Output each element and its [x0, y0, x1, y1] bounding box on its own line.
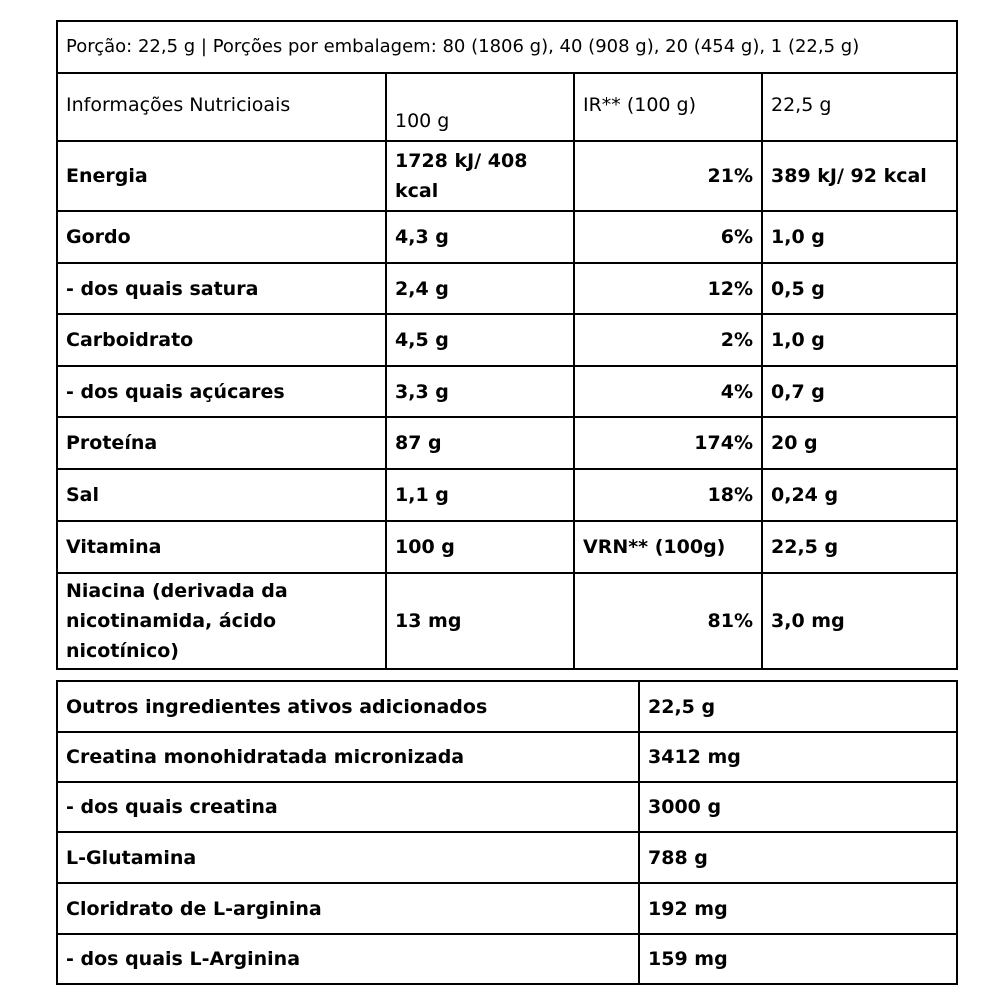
table-row — [57, 314, 957, 366]
row-portion: 389 kJ/ 92 kcal — [762, 141, 957, 211]
vitamin-header-label: Vitamina — [57, 521, 386, 573]
row-per100: 1728 kJ/ 408 kcal — [386, 141, 574, 211]
row-ir: 18% — [574, 469, 762, 521]
vitamin-header-portion: 22,5 g — [762, 521, 957, 573]
vitamin-header-vrn: VRN** (100g) — [574, 521, 762, 573]
row-portion: 1,0 g — [762, 211, 957, 263]
ingredient-label: - dos quais L-Arginina — [57, 934, 639, 984]
table-row — [57, 934, 957, 984]
header-100g: 100 g — [386, 73, 574, 141]
row-ir: 12% — [574, 263, 762, 314]
nutrition-header-row — [57, 73, 957, 141]
vitamin-portion: 3,0 mg — [762, 573, 957, 669]
ingredient-amount: 192 mg — [639, 883, 957, 934]
ingredient-amount: 788 g — [639, 832, 957, 883]
row-label: Energia — [57, 141, 386, 211]
vitamin-label: Niacina (derivada da nicotinamida, ácido nicotínico) — [57, 573, 386, 669]
row-label: Proteína — [57, 417, 386, 469]
row-per100: 1,1 g — [386, 469, 574, 521]
vitamin-vrn: 81% — [574, 573, 762, 669]
row-label: Gordo — [57, 211, 386, 263]
table-row — [57, 417, 957, 469]
row-per100: 4,5 g — [386, 314, 574, 366]
row-portion: 0,7 g — [762, 366, 957, 417]
vitamin-header-per100: 100 g — [386, 521, 574, 573]
header-ir: IR** (100 g) — [574, 73, 762, 141]
serving-row — [57, 21, 957, 73]
ingredients-header-portion: 22,5 g — [639, 681, 957, 732]
nutrition-table — [56, 20, 958, 670]
row-portion: 0,5 g — [762, 263, 957, 314]
vitamin-per100: 13 mg — [386, 573, 574, 669]
header-label: Informações Nutricioais — [57, 73, 386, 141]
row-per100: 87 g — [386, 417, 574, 469]
table-row — [57, 573, 957, 669]
table-row — [57, 469, 957, 521]
ingredient-amount: 3412 mg — [639, 732, 957, 782]
ingredients-header-label: Outros ingredientes ativos adicionados — [57, 681, 639, 732]
ingredients-header-row — [57, 681, 957, 732]
table-row — [57, 263, 957, 314]
row-per100: 4,3 g — [386, 211, 574, 263]
row-label: Sal — [57, 469, 386, 521]
table-row — [57, 832, 957, 883]
ingredient-label: - dos quais creatina — [57, 782, 639, 832]
row-ir: 21% — [574, 141, 762, 211]
row-portion: 20 g — [762, 417, 957, 469]
table-row — [57, 211, 957, 263]
table-row — [57, 782, 957, 832]
serving-info: Porção: 22,5 g | Porções por embalagem: 80 (1806 g), 40 (908 g), 20 (454 g), 1 (22,5 g) — [57, 21, 957, 73]
table-row — [57, 732, 957, 782]
table-row — [57, 883, 957, 934]
row-portion: 0,24 g — [762, 469, 957, 521]
row-ir: 174% — [574, 417, 762, 469]
ingredients-table — [56, 680, 958, 985]
row-ir: 4% — [574, 366, 762, 417]
table-row — [57, 366, 957, 417]
ingredient-label: L-Glutamina — [57, 832, 639, 883]
row-ir: 2% — [574, 314, 762, 366]
ingredient-label: Cloridrato de L-arginina — [57, 883, 639, 934]
table-row — [57, 141, 957, 211]
vitamin-header-row — [57, 521, 957, 573]
header-portion: 22,5 g — [762, 73, 957, 141]
row-per100: 3,3 g — [386, 366, 574, 417]
row-label: Carboidrato — [57, 314, 386, 366]
ingredient-amount: 3000 g — [639, 782, 957, 832]
ingredient-amount: 159 mg — [639, 934, 957, 984]
row-ir: 6% — [574, 211, 762, 263]
row-label: - dos quais satura — [57, 263, 386, 314]
row-portion: 1,0 g — [762, 314, 957, 366]
ingredient-label: Creatina monohidratada micronizada — [57, 732, 639, 782]
row-per100: 2,4 g — [386, 263, 574, 314]
row-label: - dos quais açúcares — [57, 366, 386, 417]
